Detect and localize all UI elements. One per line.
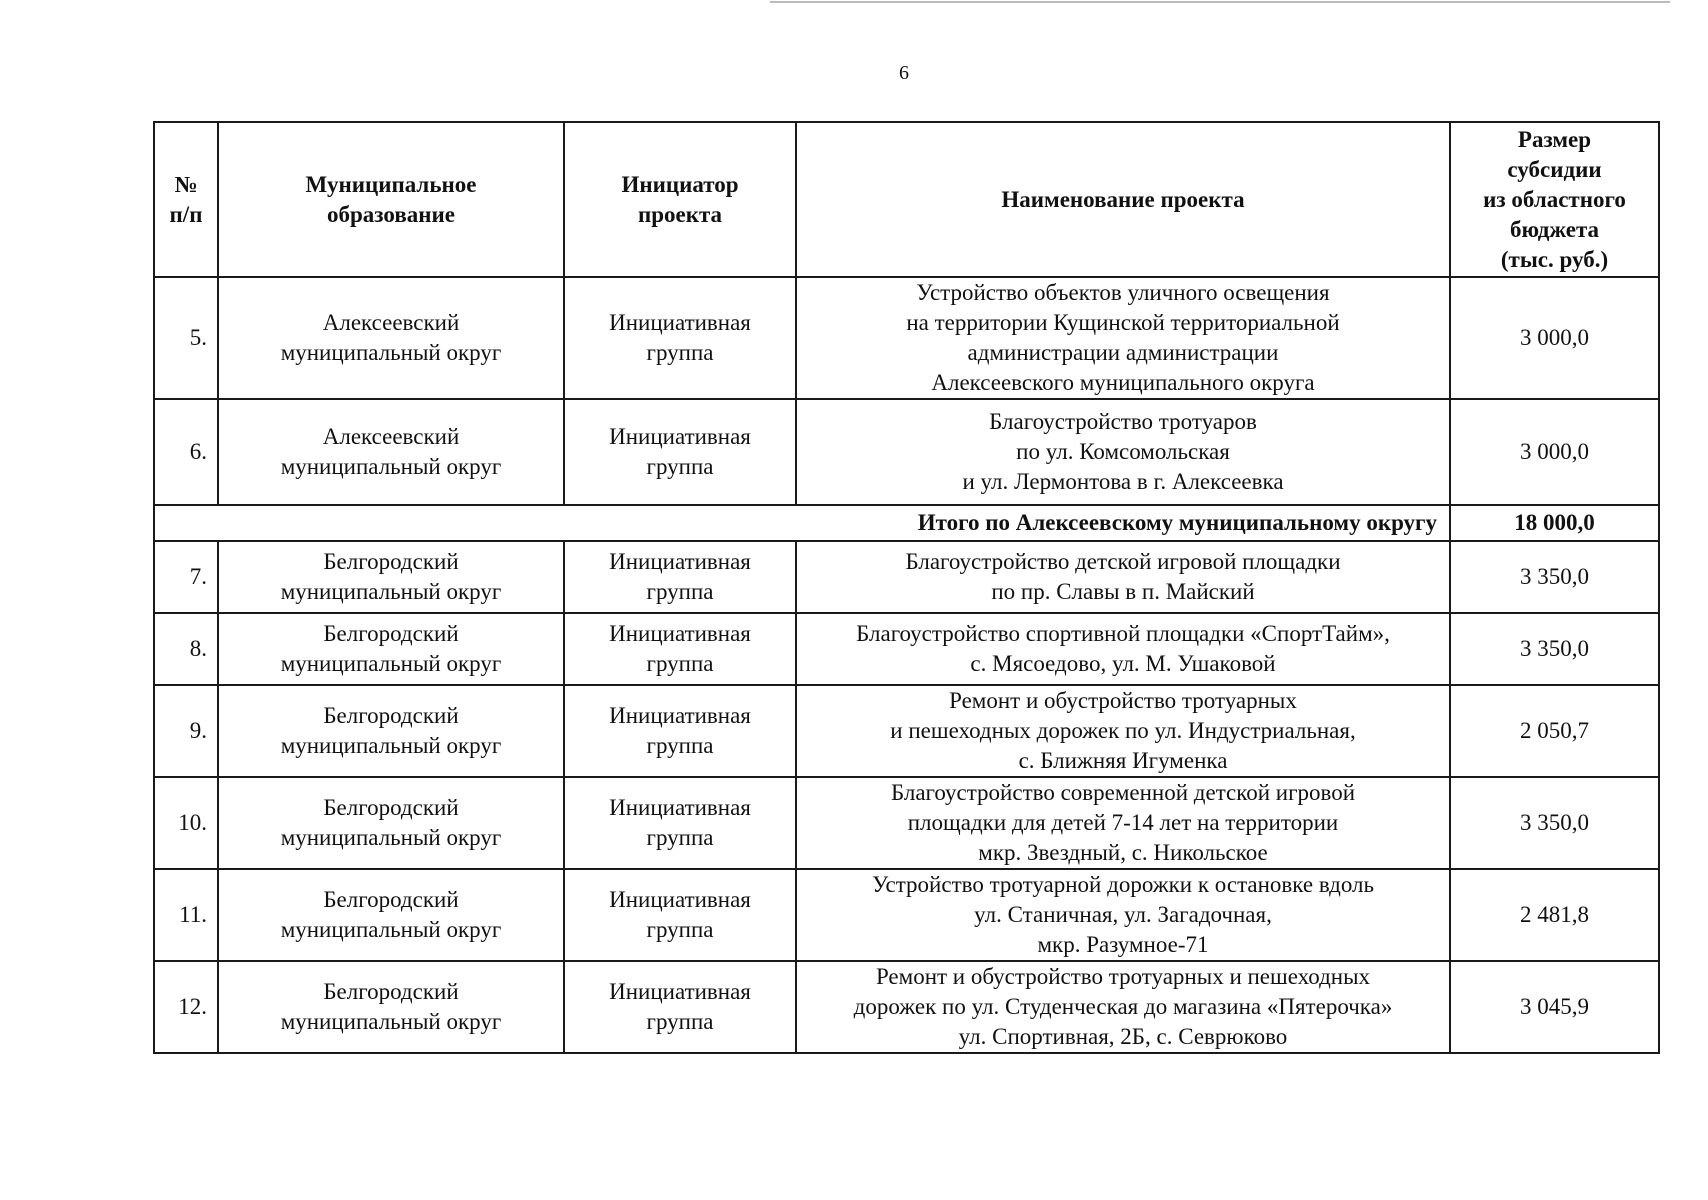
row-number: 5. <box>154 277 218 399</box>
table-row <box>154 541 1659 613</box>
header-num: № п/п <box>154 122 218 277</box>
subsidy-table <box>153 121 1660 1054</box>
municipality-cell: Белгородский муниципальный округ <box>218 541 564 613</box>
table-row <box>154 777 1659 869</box>
project-name-cell: Устройство тротуарной дорожки к остановке вдоль ул. Станичная, ул. Загадочная, мкр. Разумное-71 <box>796 869 1450 961</box>
row-number: 9. <box>154 685 218 777</box>
row-number: 6. <box>154 399 218 505</box>
municipality-cell: Белгородский муниципальный округ <box>218 961 564 1053</box>
table-header-row <box>154 122 1659 277</box>
initiator-cell: Инициативная группа <box>564 869 796 961</box>
project-name-cell: Устройство объектов уличного освещения на территории Кущинской территориальной администрации администрации Алексеевского муниципального округа <box>796 277 1450 399</box>
table-row <box>154 685 1659 777</box>
project-name-cell: Благоустройство тротуаров по ул. Комсомольская и ул. Лермонтова в г. Алексеевка <box>796 399 1450 505</box>
total-row <box>154 505 1659 541</box>
subsidy-cell: 3 350,0 <box>1450 777 1659 869</box>
municipality-cell: Белгородский муниципальный округ <box>218 777 564 869</box>
project-name-cell: Благоустройство детской игровой площадки по пр. Славы в п. Майский <box>796 541 1450 613</box>
municipality-cell: Белгородский муниципальный округ <box>218 685 564 777</box>
project-name-cell: Благоустройство спортивной площадки «СпортТайм», с. Мясоедово, ул. М. Ушаковой <box>796 613 1450 685</box>
header-municipality: Муниципальное образование <box>218 122 564 277</box>
initiator-cell: Инициативная группа <box>564 961 796 1053</box>
header-project: Наименование проекта <box>796 122 1450 277</box>
table-row <box>154 869 1659 961</box>
initiator-cell: Инициативная группа <box>564 277 796 399</box>
table-row <box>154 961 1659 1053</box>
subsidy-cell: 2 050,7 <box>1450 685 1659 777</box>
initiator-cell: Инициативная группа <box>564 685 796 777</box>
subsidy-cell: 3 000,0 <box>1450 277 1659 399</box>
subsidy-cell: 3 000,0 <box>1450 399 1659 505</box>
table-row <box>154 399 1659 505</box>
subsidy-cell: 3 045,9 <box>1450 961 1659 1053</box>
initiator-cell: Инициативная группа <box>564 541 796 613</box>
subsidy-cell: 2 481,8 <box>1450 869 1659 961</box>
row-number: 10. <box>154 777 218 869</box>
row-number: 11. <box>154 869 218 961</box>
municipality-cell: Алексеевский муниципальный округ <box>218 399 564 505</box>
municipality-cell: Алексеевский муниципальный округ <box>218 277 564 399</box>
initiator-cell: Инициативная группа <box>564 777 796 869</box>
scan-artifact-line <box>770 1 1670 3</box>
total-value: 18 000,0 <box>1450 505 1659 541</box>
initiator-cell: Инициативная группа <box>564 613 796 685</box>
table-row <box>154 613 1659 685</box>
row-number: 12. <box>154 961 218 1053</box>
project-name-cell: Ремонт и обустройство тротуарных и пешеходных дорожек по ул. Студенческая до магазина «Пятерочка» ул. Спортивная, 2Б, с. Севрюково <box>796 961 1450 1053</box>
municipality-cell: Белгородский муниципальный округ <box>218 869 564 961</box>
header-subsidy: Размер субсидии из областного бюджета (тыс. руб.) <box>1450 122 1659 277</box>
initiator-cell: Инициативная группа <box>564 399 796 505</box>
page-number: 6 <box>899 62 909 84</box>
total-label: Итого по Алексеевскому муниципальному округу <box>154 505 1450 541</box>
subsidy-cell: 3 350,0 <box>1450 613 1659 685</box>
project-name-cell: Благоустройство современной детской игровой площадки для детей 7-14 лет на территории мкр. Звездный, с. Никольское <box>796 777 1450 869</box>
table-row <box>154 277 1659 399</box>
municipality-cell: Белгородский муниципальный округ <box>218 613 564 685</box>
project-name-cell: Ремонт и обустройство тротуарных и пешеходных дорожек по ул. Индустриальная, с. Ближняя Игуменка <box>796 685 1450 777</box>
row-number: 8. <box>154 613 218 685</box>
row-number: 7. <box>154 541 218 613</box>
subsidy-cell: 3 350,0 <box>1450 541 1659 613</box>
header-initiator: Инициатор проекта <box>564 122 796 277</box>
